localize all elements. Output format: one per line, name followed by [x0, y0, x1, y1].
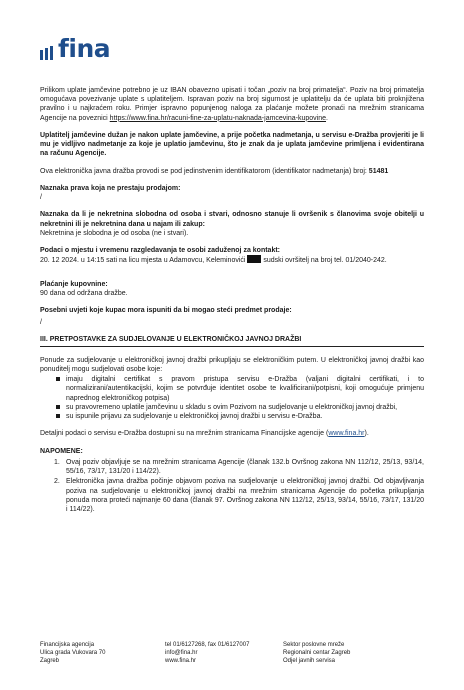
viewing-value-start: 20. 12 2024. u 14:15 sati na licu mjesta u Adamovcu, Keleminovići [40, 257, 246, 265]
payment-info-link[interactable]: https://www.fina.hr/racuni-fine-za-uplatu-naknada-jamcevina-kupovine [109, 114, 327, 122]
document-body [40, 86, 424, 515]
notes-title: NAPOMENE: [40, 447, 83, 455]
page-footer [40, 641, 424, 665]
note-text: Elektronička javna dražba počinje objavom poziva na sudjelovanje u elektroničkoj javnoj dražbi. Od objavljivanja poziva na sudjelovanje u elektroničkoj javnoj dražbi na mrežnim stranicama Agencije do početka prikupljanja ponuda mora proteći najmanje 60 dana (članak 97. Ovršnog zakona NN 112/12, 25/13, 93/14, 55/16, 73/17, 131/20 i 114/22). [66, 478, 424, 513]
identifier-number: 51481 [368, 167, 389, 175]
offers-paragraph: Ponude za sudjelovanje u elektroničkoj javnoj dražbi prikupljaju se elektroničkim putem. U elektroničkoj javnoj dražbi kao ponuditelj mogu sudjelovati osobe koje: [40, 356, 424, 373]
payment-value: 90 dana od održana dražbe. [40, 289, 128, 297]
intro-paragraph [40, 86, 424, 123]
footer-line: Zagreb [40, 658, 60, 665]
note-number: 1. [54, 458, 60, 466]
intro-text: Prilikom uplate jamčevine potrebno je uz IBAN obavezno upisati i točan „poziv na broj primatelja“. Poziv na broj primatelja omogućava povezivanje uplate s uplatiteljem. Ispravan poziv na broj sigurnost je uplatitelju da će uplata biti proknjižena pravilno i u najkraćem roku. Primjer ispravno popunjenog naloga za plaćanje možete pronaći na mrežnim stranicama Agencije na poveznici [40, 87, 424, 122]
footer-line: tel 01/6127268, fax 01/6127007 [165, 642, 250, 648]
conditions-heading: Posebni uvjeti koje kupac mora ispuniti da bi mogao steći predmet prodaje: [40, 306, 292, 314]
identifier-text: Ova elektronička javna dražba provodi se pod jedinstvenim identifikatorom (identifikator nadmetanja) broj: [40, 167, 367, 175]
footer-address [40, 641, 165, 665]
logo-bars-icon [40, 46, 53, 60]
footer-department [283, 641, 403, 665]
conditions-value: / [40, 319, 42, 327]
details-paragraph [40, 429, 424, 438]
fina-website-link[interactable]: www.fina.hr [328, 430, 365, 438]
footer-website[interactable]: www.fina.hr [165, 658, 197, 665]
list-item [54, 458, 424, 476]
note-number: 2. [54, 478, 60, 486]
footer-line: Odjel javnih servisa [283, 658, 336, 665]
footer-line: Sektor poslovne mreže [283, 642, 345, 648]
section-title: III. PRETPOSTAVKE ZA SUDJELOVANJE U ELEKTRONIČKOJ JAVNOJ DRAŽBI [40, 335, 424, 346]
rights-block [40, 184, 424, 202]
list-item: su ispunile prijavu za sudjelovanje u elektroničkoj javnoj dražbi u servisu e-Dražba. [54, 412, 424, 421]
payment-block [40, 280, 424, 298]
list-item: su pravovremeno uplatile jamčevinu u skladu s ovim Pozivom na sudjelovanje u elektroničkoj javnoj dražbi, [54, 403, 424, 412]
fina-logo [40, 34, 111, 63]
viewing-heading: Podaci o mjestu i vremenu razgledavanja te osobi zaduženoj za kontakt: [40, 247, 281, 255]
notes-list [54, 458, 424, 514]
intro-end: . [326, 114, 328, 122]
footer-line: Regionalni centar Zagreb [283, 650, 351, 657]
viewing-block [40, 246, 424, 265]
occupancy-heading: Naznaka da li je nekretnina slobodna od osoba i stvari, odnosno stanuje li ovršenik s članovima svoje obitelji u nekretnini ili je nekretnina dana u najam ili zakup: [40, 211, 424, 228]
rights-value: / [40, 194, 42, 202]
details-close: ). [364, 430, 369, 438]
footer-line: Ulica grada Vukovara 70 [40, 650, 106, 657]
note-text: Ovaj poziv objavljuje se na mrežnim stranicama Agencije (članak 132.b Ovršnog zakona NN 112/12, 25/13, 93/14, 55/16, 73/17, 131/20 i 114/22). [66, 458, 424, 476]
deposit-notice-paragraph: Uplatitelj jamčevine dužan je nakon uplate jamčevine, a prije početka nadmetanja, u servisu e-Dražba provjeriti je li mu je vidljivo nadmetanje za koje je uplatio jamčevinu, što je znak da je uplata jamčevine primljena i evidentirana na računu Agencije. [40, 131, 424, 158]
viewing-value [40, 255, 424, 265]
requirements-list [54, 375, 424, 421]
viewing-value-end: sudski ovršitelj na broj tel. 01/2040-242. [263, 257, 387, 265]
payment-heading: Plaćanje kupovnine: [40, 280, 108, 288]
details-text: Detaljni podaci o servisu e-Dražba dostupni su na mrežnim stranicama Financijske agencije [40, 430, 325, 438]
occupancy-block [40, 210, 424, 238]
details-open: ( [325, 430, 329, 438]
list-item: imaju digitalni certifikat s pravom pristupa servisu e-Dražba (valjani digitalni certifikati, i to normalizirani/autentikacijski, kojim se potvrđuje identitet osobe te kvalificirani/potpisni, koji omogućuje primjenu naprednog elektroničkog potpisa) [54, 375, 424, 403]
footer-contact [165, 641, 283, 665]
redaction-box [247, 255, 261, 263]
conditions-block [40, 306, 424, 327]
identifier-paragraph [40, 167, 424, 176]
occupancy-value: Nekretnina je slobodna je od osoba (ne i stvari). [40, 229, 189, 237]
logo-text: fina [58, 34, 111, 63]
rights-heading: Naznaka prava koja ne prestaju prodajom: [40, 184, 181, 192]
list-item [54, 477, 424, 514]
footer-line: Financijska agencija [40, 642, 95, 648]
footer-email[interactable]: info@fina.hr [165, 650, 198, 657]
